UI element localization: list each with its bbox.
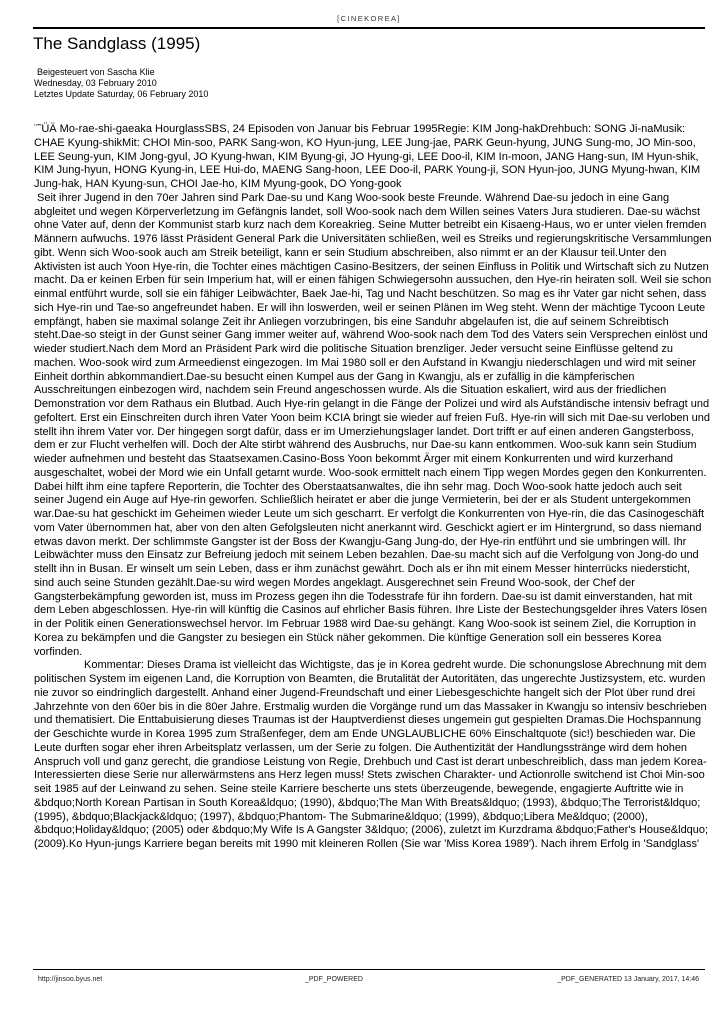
article-meta [34,67,208,100]
footer-divider [33,969,705,970]
published-date: Wednesday, 03 February 2010 [34,78,157,88]
synopsis-paragraph: Seit ihrer Jugend in den 70er Jahren sind Park Dae-su und Kang Woo-sook beste Freunde. Während Dae-su jedoch in eine Gang abgleitet und wegen Körperverletzung im Gefängnis landet, soll Woo-sook nach dem Willen seines Vaters Jura studieren. Dae-su wächst ohne Vater auf, denn der Kommunist starb kurz nach dem Koreakrieg. Seine Mutter betreibt ein Kisaeng-Haus, wo er unter vielen fremden Männern aufwuchs. 1976 lässt Präsident General Park die Universitäten schließen, weil es Streiks und regierungskritische Versammlungen gibt. Wenn sich Woo-sook auch am Streik beteiligt, kann er sein Studium abschreiben, also nimmt er an der Klausur teil.Unter den Aktivisten ist auch Yoon Hye-rin, die Tochter eines mächtigen Casino-Besitzers, der seinen Einfluss in Politik und Wirtschaft sich zu Nutzen macht. Da er keinen Erben für sein Imperium hat, will er einen fähigen Schwiegersohn aussuchen, den Hye-rin heiraten soll. Weil sie schon einmal entführt wurde, soll sie ein fähiger Leibwächter, Baek Jae-hi, Tag und Nacht beschützen. So mag es ihr Vater gar nicht sehen, dass sich Hye-rin und Tae-so angefreundet haben. Er will ihn loswerden, weil er seinen Plänen im Weg steht. Wenn der mächtige Tycoon Leute empfängt, haben sie maximal solange Zeit ihr Anliegen vorzubringen, bis eine Sanduhr abgelaufen ist, die auf seinem Schreibtisch steht.Dae-so steigt in der Gunst seiner Gang immer weiter auf, während Woo-sook nach dem Tod des Vaters sein Versprechen einlöst und wieder studiert.Nach dem Mord an Präsident Park wird die politische Situation brenzliger. Jeder versucht seine Einflüsse geltend zu machen. Woo-sook wird zum Armeedienst eingezogen. Im Mai 1980 soll er den Aufstand in Kwangju niederschlagen und wird mit seiner Einheit dorthin abkommandiert.Dae-su besucht einen Kumpel aus der Gang in Kwangju, als er zufällig in die kämpferischen Ausschreitungen einbezogen wird, nachdem sein Freund angeschossen wurde. Als die Situation eskaliert, wird aus der friedlichen Demonstration vor dem Rathaus ein Blutbad. Auch Hye-rin gelangt in die Fänge der Polizei und wird als Aufständische intensiv befragt und gefoltert. Erst ein Einschreiten durch ihren Vater Yoon beim KCIA bringt sie wieder auf freien Fuß. Hye-rin will sich mit Dae-su verloben und stellt ihn ihrem Vater vor. Der hingegen sorgt dafür, dass er im Umerziehungslager landet. Dort trifft er auf einen anderen Gangsterboss, dem er zur Flucht verhelfen will. Doch der Alte stirbt während des Ausbruchs, nur Dae-su kann entkommen. Woo-suk kann sein Studium wieder aufnehmen und besteht das Staatsexamen.Casino-Boss Yoon bekommt Ärger mit einem Konkurrenten und wird kurzerhand ausgeschaltet, wobei der Mord wie ein Unfall getarnt wurde. Woo-sook ermittelt nach einem Tipp wegen Mordes gegen den Konkurrenten. Dabei hilft ihm eine tapfere Reporterin, die Tochter des Oberstaatsanwaltes, die ihn sehr mag. Doch Woo-sook hatte jedoch auch seit seiner Jugend ein Auge auf Hye-rin geworfen. Schließlich heiratet er aber die junge Vermieterin, bei der er als Student untergekommen war.Dae-su hat geschickt im Geheimen wieder Leute um sich gescharrt. Er verfolgt die Konkurrenten von Hye-rin, die das Casinogeschäft vom Vater übernommen hat, aber von den alten Gefolgsleuten nicht anerkannt wird. Geschickt agiert er im Hintergrund, so dass niemand etwas davon merkt. Der schlimmste Gangster ist der Boss der Kwangju-Gang Jung-do, der Hye-rin entführt und sie umbringen will. Ihr Leibwächter muss den Einsatz zur Befreiung jedoch mit seinem Leben bezahlen. Dae-su macht sich auf die Verfolgung von Jong-do und stellt ihn in Busan. Er winselt um sein Leben, dass er ihm zunächst gewährt. Doch als er ihn mit einem Messer hinterrücks niedersticht, sind auch seine Stunden gezählt.Dae-su wird wegen Mordes angeklagt. Ausgerechnet sein Freund Woo-sook, der Chef der Gangsterbekämpfung geworden ist, muss im Prozess gegen ihn die Todesstrafe für ihn fordern. Dae-su ist damit einverstanden, hat mit dem Leben abgeschlossen. Hye-rin will künftig die Casinos auf ehrlicher Basis führen. Ihre Liste der Bestechungsgelder ihres Vaters lösen in der Politik einen Generationswechsel hervor. Im Februar 1988 wird Dae-su gehängt. Kang Woo-sook ist seinem Ziel, die Korruption in Korea zu bekämpfen und die Gangster zu besiegen ein Stück näher gekommen. Die künftige Generation soll ein besseres Korea vorfinden. [34,191,712,658]
updated-date: Letztes Update Saturday, 06 February 2010 [34,89,209,99]
credits-paragraph: ¨˜ÜÄ Mo-rae-shi-gaeaka HourglassSBS, 24 Episoden von Januar bis Februar 1995Regie: KIM Jong-hakDrehbuch: SONG Ji-naMusik: CHAE Kyung-shikMit: CHOI Min-soo, PARK Sang-won, KO Hyun-jung, LEE Jung-jae, PARK Geun-hyung, JUNG Sung-mo, JO Min-soo, LEE Seung-yun, KIM Jong-gyul, JO Kyung-hwan, KIM Byung-gi, JO Hyung-gi, LEE Doo-il, KIM In-moon, JANG Hang-sun, IM Hyun-shik, KIM Jung-hyun, HONG Kyung-in, LEE Hui-do, MAENG Sang-hoon, LEE Doo-il, PARK Young-ji, SON Hyun-joo, JUNG Myung-hwan, KIM Jung-hak, HAN Kyung-sun, CHOI Jae-ho, KIM Myung-gook, DO Yong-gook [34,123,701,190]
footer-powered: _PDF_POWERED [305,976,363,983]
header-divider [33,27,705,29]
article-body [34,123,712,852]
footer-url: http://jinsoo.byus.net [38,976,103,983]
commentary-paragraph: Kommentar: Dieses Drama ist vielleicht das Wichtigste, das je in Korea gedreht wurde. Die schonungslose Abrechnung mit dem politischen System im eigenen Land, die Korruption von Beamten, die Brutalität der Autoritäten, das ungerechte Justizsystem, etc. wurden nie zuvor so eindringlich dargestellt. Anhand einer Jugend-Freundschaft und einer Liebesgeschichte hangelt sich der Plot über rund drei Jahrzehnte von den 60er bis in die 80er Jahre. Erstmalig wurden die Vorgänge rund um das Massaker in Kwangju so intensiv beschrieben und thematisiert. Die Enttabuisierung dieses Traumas ist der Hauptverdienst dieses ungemein gut gespielten Dramas.Die Hochspannung der Geschichte wurde in Korea 1995 zum Straßenfeger, dem am Ende UNGLAUBLICHE 60% Einschaltquote (sic!) beschieden war. Die Leute durften sogar eher ihren Arbeitsplatz verlassen, um der Serie zu folgen. Die Authentizität der Handlungsstränge wird dem hohen Anspruch voll und ganz gerecht, die grandiose Leistung von Regie, Drehbuch und Cast ist derart unbeschreiblich, dass man jedem Korea-Interessierten diese Serie nur allerwärmstens ans Herz legen muss! Stets zwischen Charakter- und Actionrolle switchend ist Choi Min-soo seit 1985 auf der Leinwand zu sehen. Seine steile Karriere bescherte uns stets überzeugende, bewegende, engagierte Auftritte wie in &bdquo;North Korean Partisan in South Korea&ldquo; (1990), &bdquo;The Man With Breats&ldquo; (1993), &bdquo;The Terrorist&ldquo; (1995), &bdquo;Blackjack&ldquo; (1997), &bdquo;Phantom- The Submarine&ldquo; (1999), &bdquo;Libera Me&ldquo; (2000), &bdquo;Holiday&ldquo; (2005) oder &bdquo;My Wife Is A Gangster 3&ldquo; (2006), zuletzt im Kurzdrama &bdquo;Father's House&ldquo; (2009).Ko Hyun-jungs Karriere began bereits mit 1990 mit kleineren Rollen (Sie war 'Miss Korea 1989'). Nach ihrem Erfolg in 'Sandglass' [34,659,709,850]
footer-generated: _PDF_GENERATED 13 January, 2017, 14:46 [557,976,699,983]
article-title: The Sandglass (1995) [33,34,201,53]
site-header: [CINEKOREA] [337,14,401,23]
author-line: Beigesteuert von Sascha Klie [37,67,155,77]
